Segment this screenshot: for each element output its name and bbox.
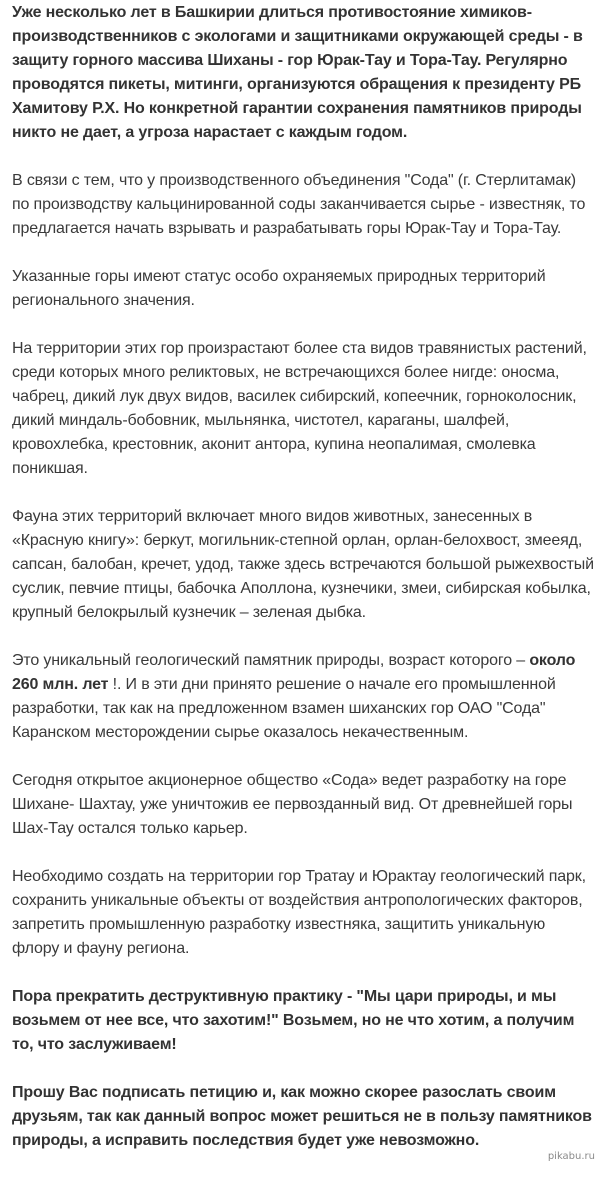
article-body	[12, 1, 596, 1177]
age-highlight: около 260 млн. лет	[12, 652, 576, 693]
site-watermark: pikabu.ru	[547, 1151, 595, 1162]
geological-age-paragraph	[12, 649, 596, 745]
geopark-paragraph: Необходимо создать на территории гор Тратау и Юрактау геологический парк, сохранить уникальные объекты от воздействия антропологических факторов, запретить промышленную разработку известняка, защитить уникальную флору и фауну региона.	[12, 868, 586, 957]
soda-plant-paragraph: В связи с тем, что у производственного объединения "Сода" (г. Стерлитамак) по производству кальцинированной соды заканчивается сырье - известняк, то предлагается начать взрывать и разрабатывать горы Юрак-Тау и Тора-Тау.	[12, 172, 586, 237]
petition-request-paragraph: Прошу Вас подписать петицию и, как можно скорее разослать своим друзьям, так как данный вопрос может решиться не в пользу памятников природы, а исправить последствия будет уже невозможно.	[12, 1084, 592, 1149]
age-text-before: Это уникальный геологический памятник природы, возраст которого –	[12, 652, 530, 669]
intro-paragraph: Уже несколько лет в Башкирии длиться противостояние химиков-производственников с экологами и защитниками окружающей среды - в защиту горного массива Шиханы - гор Юрак-Тау и Тора-Тау. Регулярно проводятся пикеты, митинги, организуются обращения к президенту РБ Хамитову Р.Х. Но конкретной гарантии сохранения памятников природы никто не дает, а угроза нарастает с каждым годом.	[12, 4, 583, 141]
shakhtau-paragraph: Сегодня открытое акционерное общество «Сода» ведет разработку на горе Шихане- Шахтау, уже уничтожив ее первозданный вид. От древнейшей горы Шах-Тау остался только карьер.	[12, 772, 573, 837]
call-to-stop-paragraph: Пора прекратить деструктивную практику - "Мы цари природы, и мы возьмем от нее все, что захотим!" Возьмем, но не что хотим, а получим то, что заслуживаем!	[12, 988, 575, 1053]
age-text-after: !. И в эти дни принято решение о начале его промышленной разработки, так как на предложенном взамен шиханских гор ОАО "Сода" Каранском месторождении сырье оказалось некачественным.	[12, 676, 556, 741]
fauna-paragraph: Фауна этих территорий включает много видов животных, занесенных в «Красную книгу»: беркут, могильник-степной орлан, орлан-белохвост, змееяд, сапсан, балобан, кречет, удод, также здесь встречаются большой рыжехвостый суслик, певчие птицы, бабочка Аполлона, кузнечики, змеи, сибирская кобылка, крупный белокрылый кузнечик – зеленая дыбка.	[12, 508, 594, 621]
protected-status-paragraph: Указанные горы имеют статус особо охраняемых природных территорий регионального значения.	[12, 268, 546, 309]
flora-paragraph: На территории этих гор произрастают более ста видов травянистых растений, среди которых много реликтовых, не встречающихся более нигде: оносма, чабрец, дикий лук двух видов, василек сибирский, копеечник, горноколосник, дикий миндаль-бобовник, мыльнянка, чистотел, караганы, шалфей, кровохлебка, крестовник, аконит антора, купина неопалимая, смолевка поникшая.	[12, 340, 587, 477]
